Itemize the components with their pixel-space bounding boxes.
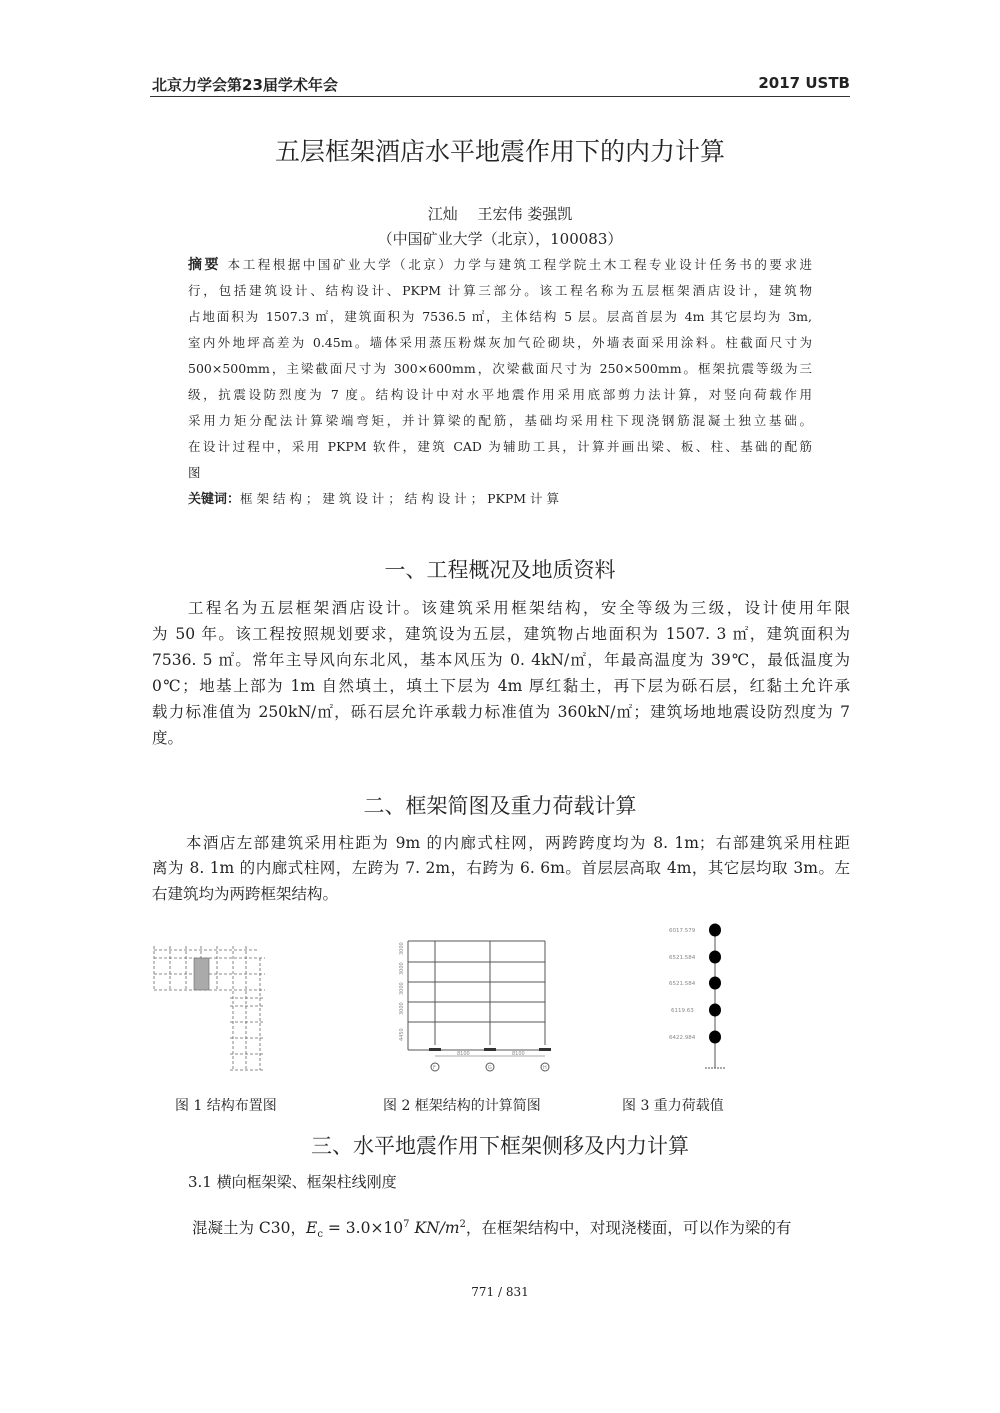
story-height-label: 3000 — [399, 942, 405, 955]
abstract-line: 占地面积为 1507.3 ㎡，建筑面积为 7536.5 ㎡，主体结构 5 层。层高首层为 4m 其它层均为 3m, — [188, 309, 812, 324]
axis-label: H — [543, 1065, 547, 1071]
section-heading-3: 三、水平地震作用下框架侧移及内力计算 — [311, 1134, 689, 1158]
span-label: 8100 — [457, 1051, 470, 1057]
load-label: 6521.584 — [669, 981, 696, 987]
math-subscript: c — [317, 1229, 323, 1241]
page-number: 771 / 831 — [471, 1285, 529, 1299]
conference-name: 北京力学会第23届学术年会 — [152, 76, 338, 94]
abstract-line — [188, 256, 812, 274]
keywords-text: 框 架 结 构 ； 建 筑 设 计 ； 结 构 设 计 ； PKPM 计 算 — [240, 491, 560, 506]
keywords — [188, 490, 812, 508]
paragraph-line: 载力标准值为 250kN/㎡，砾石层允许承载力标准值为 360kN/㎡；建筑场地地震设防烈度为 7 — [152, 703, 850, 721]
paragraph-line: 为 50 年。该工程按照规划要求，建筑设为五层，建筑物占地面积为 1507. 3 ㎡，建筑面积为 — [152, 625, 850, 643]
paragraph-line: 度。 — [152, 729, 184, 747]
axis-label: G — [488, 1065, 492, 1071]
abstract-label: 摘要 — [188, 257, 222, 273]
story-height-label: 3000 — [399, 1002, 405, 1015]
paragraph-line: 7536. 5 ㎡。常年主导风向东北风，基本风压为 0. 4kN/㎡，年最高温度为 39℃，最低温度为 — [152, 651, 850, 669]
math-unit: KN/m — [409, 1219, 460, 1237]
affiliation: （中国矿业大学（北京），100083） — [377, 230, 623, 248]
axis-label: F — [433, 1065, 436, 1071]
paper-title: 五层框架酒店水平地震作用下的内力计算 — [274, 137, 725, 166]
abstract-line: 500×500mm，主梁截面尺寸为 300×600mm，次梁截面尺寸为 250×500mm。框架抗震等级为三 — [188, 361, 812, 376]
figure-2-frame-diagram — [385, 935, 555, 1080]
text: ，在框架结构中，对现浇楼面，可以作为梁的有 — [465, 1219, 792, 1237]
paragraph-line: 右建筑均为两跨框架结构。 — [152, 885, 339, 903]
paragraph-line: 离为 8. 1m 的内廊式柱网，左跨为 7. 2m，右跨为 6. 6m。首层层高取 4m，其它层均取 3m。左 — [152, 859, 850, 877]
abstract-text: 本工程根据中国矿业大学（北京）力学与建筑工程学院土木工程专业设计任务书的要求进 — [227, 257, 812, 272]
load-label: 6017.579 — [669, 928, 696, 934]
paragraph-line: 工程名为五层框架酒店设计。该建筑采用框架结构，安全等级为三级，设计使用年限 — [152, 599, 850, 617]
story-height-label: 4450 — [399, 1028, 405, 1041]
formula-line — [192, 1216, 791, 1240]
section-heading-2: 二、框架简图及重力荷载计算 — [363, 794, 637, 818]
abstract-line: 行，包括建筑设计、结构设计、PKPM 计算三部分。该工程名称为五层框架酒店设计，建筑物 — [188, 283, 812, 298]
section-heading-1: 一、工程概况及地质资料 — [384, 558, 616, 582]
conference-year: 2017 USTB — [758, 74, 850, 92]
load-label: 6521.584 — [669, 955, 696, 961]
figure-1-structure-layout — [150, 940, 275, 1075]
math-exponent: 2 — [459, 1218, 466, 1230]
math-symbol: E — [306, 1219, 318, 1237]
load-label: 6422.984 — [669, 1035, 696, 1041]
paragraph-line: 本酒店左部建筑采用柱距为 9m 的内廊式柱网，两跨跨度均为 8. 1m；右部建筑采用柱距 — [152, 834, 850, 852]
abstract-line: 级，抗震设防烈度为 7 度。结构设计中对水平地震作用采用底部剪力法计算，对竖向荷载作用 — [188, 387, 812, 402]
abstract-line: 图 — [188, 465, 201, 480]
figure-1-caption: 图 1 结构布置图 — [175, 1098, 277, 1114]
span-label: 8100 — [512, 1051, 525, 1057]
authors: 江灿 王宏伟 娄强凯 — [427, 205, 573, 223]
figure-3-caption: 图 3 重力荷载值 — [622, 1098, 724, 1114]
story-height-label: 3000 — [399, 962, 405, 975]
abstract-line: 室内外地坪高差为 0.45m。墙体采用蒸压粉煤灰加气砼砌块，外墙表面采用涂料。柱截面尺寸为 — [188, 335, 812, 350]
story-height-label: 3000 — [399, 982, 405, 995]
figure-2-caption: 图 2 框架结构的计算简图 — [383, 1098, 541, 1114]
header-rule — [150, 96, 850, 97]
figure-3-gravity-loads — [665, 920, 745, 1075]
paragraph-line: 0℃；地基上部为 1m 自然填土，填土下层为 4m 厚红黏土，再下层为砾石层，红黏土允许承 — [152, 677, 850, 695]
keywords-label: 关键词： — [188, 492, 241, 507]
load-label: 6119.63 — [671, 1008, 694, 1014]
abstract-line: 在设计过程中，采用 PKPM 软件，建筑 CAD 为辅助工具，计算并画出梁、板、柱、基础的配筋 — [188, 439, 812, 454]
math-exponent: 7 — [403, 1218, 410, 1230]
text: 混凝土为 C30， — [192, 1219, 307, 1237]
subsection-heading: 3.1 横向框架梁、框架柱线刚度 — [188, 1173, 397, 1191]
math-text: = 3.0×10 — [322, 1219, 404, 1237]
abstract-line: 采用力矩分配法计算梁端弯矩，并计算梁的配筋，基础均采用柱下现浇钢筋混凝土独立基础。 — [188, 413, 812, 428]
